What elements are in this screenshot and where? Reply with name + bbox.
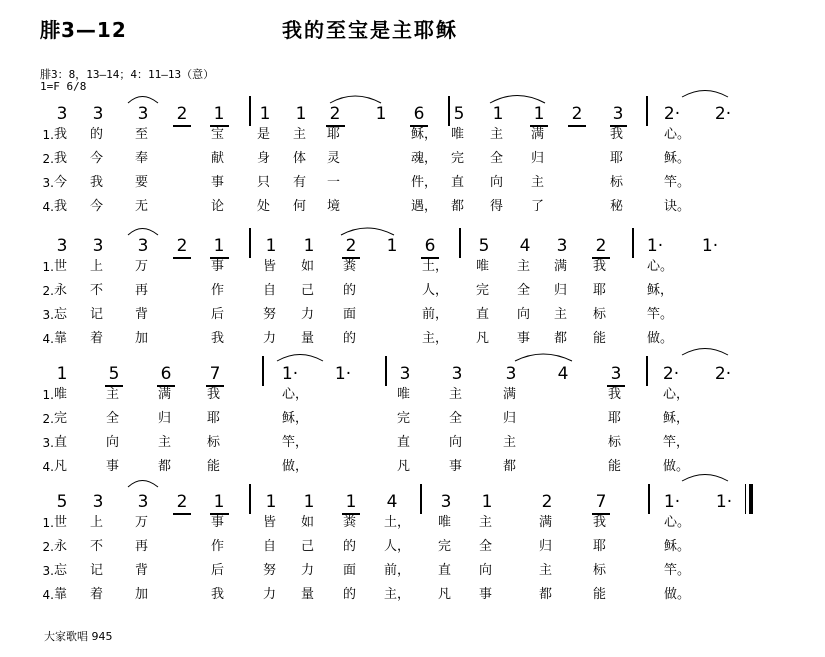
lyric-syllable: 主: [517, 259, 531, 274]
lyric-syllable: 稣。: [664, 539, 691, 554]
lyric-syllable: 都: [554, 331, 568, 346]
lyric-syllable: 加: [135, 331, 149, 346]
lyric-syllable: 直: [438, 563, 452, 578]
lyric-syllable: 向: [479, 563, 493, 578]
lyric-syllable: 做。: [663, 459, 690, 474]
lyric-syllable: 心，: [663, 387, 690, 402]
lyric-syllable: 体: [293, 151, 307, 166]
note: 1: [56, 364, 68, 384]
lyric-syllable: 做。: [664, 587, 691, 602]
verse-number: 4.: [42, 332, 54, 346]
slur: [128, 97, 158, 104]
note: 2·: [663, 104, 681, 124]
note: 1: [259, 104, 271, 124]
key-signature: 1=F 6/8: [40, 80, 87, 93]
lyric-syllable: 着: [90, 587, 104, 602]
lyric-syllable: 是: [257, 127, 271, 142]
lyric-syllable: 不: [90, 283, 104, 298]
lyric-syllable: 直: [397, 435, 411, 450]
lyric-syllable: 自: [263, 539, 277, 554]
lyric-syllable: 秘: [610, 199, 624, 214]
lyric-syllable: 全: [490, 151, 504, 166]
lyric-syllable: 自: [263, 283, 277, 298]
note: 2: [345, 236, 357, 256]
note: 1: [533, 104, 545, 124]
verse-number: 3.: [42, 564, 54, 578]
lyric-syllable: 全: [106, 411, 120, 426]
lyric-syllable: 满: [539, 515, 553, 530]
lyric-syllable: 永: [54, 539, 68, 554]
note: 3: [92, 492, 104, 512]
lyric-syllable: 的: [343, 283, 357, 298]
lyric-syllable: 力: [263, 331, 277, 346]
lyric-syllable: 竿。: [664, 175, 691, 190]
lyric-syllable: 稣，: [411, 127, 438, 142]
verse-number: 4.: [42, 588, 54, 602]
note: 2: [176, 236, 188, 256]
verse-number: 2.: [42, 412, 54, 426]
lyric-syllable: 唯: [451, 127, 465, 142]
note: 1·: [715, 492, 733, 512]
lyric-syllable: 面: [343, 307, 357, 322]
lyric-syllable: 都: [451, 199, 465, 214]
lyric-syllable: 的: [343, 539, 357, 554]
lyric-syllable: 主: [503, 435, 517, 450]
note: 7: [595, 492, 607, 512]
lyric-syllable: 稣，: [663, 411, 690, 426]
hymn-title: 我的至宝是主耶稣: [282, 18, 458, 42]
lyric-syllable: 加: [135, 587, 149, 602]
slur: [682, 475, 728, 482]
lyric-syllable: 前，: [384, 563, 411, 578]
lyric-syllable: 万: [135, 515, 149, 530]
note: 2: [176, 104, 188, 124]
lyric-syllable: 标: [207, 435, 221, 450]
lyric-syllable: 耶: [207, 411, 221, 426]
lyric-syllable: 全: [479, 539, 493, 554]
slur: [490, 96, 545, 104]
verse-number: 4.: [42, 200, 54, 214]
lyric-syllable: 力: [263, 587, 277, 602]
lyric-syllable: 万: [135, 259, 149, 274]
lyric-syllable: 背: [135, 307, 149, 322]
lyric-syllable: 世: [54, 515, 68, 530]
lyric-syllable: 能: [207, 459, 221, 474]
note: 2·: [714, 104, 732, 124]
lyric-syllable: 只: [257, 175, 271, 190]
slur: [682, 91, 728, 98]
lyric-syllable: 耶: [610, 151, 624, 166]
lyric-syllable: 事: [211, 515, 225, 530]
lyric-syllable: 凡: [397, 459, 411, 474]
note: 1: [375, 104, 387, 124]
note: 1: [345, 492, 357, 512]
note: 2: [176, 492, 188, 512]
lyric-syllable: 我: [54, 199, 68, 214]
note: 5: [108, 364, 120, 384]
lyric-syllable: 靠: [54, 331, 68, 346]
lyric-syllable: 主: [531, 175, 545, 190]
verse-number: 4.: [42, 460, 54, 474]
lyric-syllable: 献: [211, 151, 225, 166]
note: 3: [137, 104, 149, 124]
note: 3: [92, 236, 104, 256]
lyric-syllable: 竿，: [663, 435, 690, 450]
lyric-syllable: 力: [301, 307, 315, 322]
lyric-syllable: 前，: [422, 307, 449, 322]
lyric-syllable: 要: [135, 175, 149, 190]
lyric-syllable: 我: [54, 127, 68, 142]
lyric-syllable: 主: [490, 127, 504, 142]
lyric-syllable: 有: [293, 175, 307, 190]
lyric-syllable: 竿。: [647, 307, 674, 322]
note: 1: [492, 104, 504, 124]
lyric-syllable: 上: [90, 259, 104, 274]
note: 3: [399, 364, 411, 384]
note: 6: [424, 236, 436, 256]
lyric-syllable: 心。: [664, 127, 691, 142]
lyric-syllable: 量: [301, 331, 315, 346]
lyric-syllable: 今: [90, 151, 104, 166]
lyric-syllable: 能: [593, 331, 607, 346]
lyric-syllable: 的: [343, 587, 357, 602]
lyric-syllable: 标: [593, 307, 607, 322]
slur: [128, 229, 158, 236]
lyric-syllable: 向: [449, 435, 463, 450]
lyric-syllable: 稣。: [664, 151, 691, 166]
note: 3: [137, 236, 149, 256]
note: 1: [303, 236, 315, 256]
lyric-syllable: 都: [503, 459, 517, 474]
lyric-syllable: 完: [476, 283, 490, 298]
lyric-syllable: 如: [301, 515, 315, 530]
lyric-syllable: 完: [451, 151, 465, 166]
note: 3: [451, 364, 463, 384]
lyric-syllable: 一: [327, 175, 341, 190]
verse-number: 1.: [42, 388, 54, 402]
note: 1: [481, 492, 493, 512]
note: 3: [610, 364, 622, 384]
lyric-syllable: 心，: [282, 387, 309, 402]
note: 2: [541, 492, 553, 512]
lyric-syllable: 都: [158, 459, 172, 474]
lyric-syllable: 我: [610, 127, 624, 142]
note: 7: [209, 364, 221, 384]
note: 3: [556, 236, 568, 256]
lyric-syllable: 主: [106, 387, 120, 402]
lyric-syllable: 后: [211, 307, 225, 322]
lyric-syllable: 耶: [327, 127, 341, 142]
lyric-syllable: 向: [517, 307, 531, 322]
lyric-syllable: 完: [54, 411, 68, 426]
note: 1: [303, 492, 315, 512]
verse-number: 2.: [42, 540, 54, 554]
note: 1: [386, 236, 398, 256]
lyric-syllable: 记: [90, 307, 104, 322]
lyric-syllable: 粪: [343, 515, 357, 530]
lyric-syllable: 归: [539, 539, 553, 554]
lyric-syllable: 主: [479, 515, 493, 530]
note: 3: [137, 492, 149, 512]
lyric-syllable: 了: [531, 199, 545, 214]
slur: [515, 354, 572, 361]
lyric-syllable: 今: [54, 175, 68, 190]
lyric-syllable: 诀。: [664, 199, 691, 214]
lyric-syllable: 我: [207, 387, 221, 402]
note: 6: [160, 364, 172, 384]
lyric-syllable: 面: [343, 563, 357, 578]
lyric-syllable: 直: [476, 307, 490, 322]
note: 1: [213, 492, 225, 512]
lyric-syllable: 唯: [397, 387, 411, 402]
lyric-syllable: 我: [608, 387, 622, 402]
verse-number: 1.: [42, 516, 54, 530]
note: 5: [56, 492, 68, 512]
lyric-syllable: 境: [327, 199, 341, 214]
lyric-syllable: 粪: [343, 259, 357, 274]
slur: [341, 228, 394, 235]
lyric-syllable: 我: [90, 175, 104, 190]
lyric-syllable: 心。: [664, 515, 691, 530]
lyric-syllable: 事: [211, 175, 225, 190]
lyric-syllable: 靠: [54, 587, 68, 602]
lyric-syllable: 努: [263, 307, 277, 322]
lyric-syllable: 事: [517, 331, 531, 346]
lyric-syllable: 努: [263, 563, 277, 578]
lyric-syllable: 如: [301, 259, 315, 274]
verse-number: 2.: [42, 152, 54, 166]
lyric-syllable: 我: [593, 259, 607, 274]
note: 3: [56, 236, 68, 256]
lyric-syllable: 向: [106, 435, 120, 450]
lyric-syllable: 唯: [476, 259, 490, 274]
lyric-syllable: 完: [397, 411, 411, 426]
lyric-syllable: 标: [610, 175, 624, 190]
lyric-syllable: 论: [211, 199, 225, 214]
note: 2: [329, 104, 341, 124]
lyric-syllable: 灵: [327, 151, 341, 166]
note: 1: [295, 104, 307, 124]
lyric-syllable: 归: [554, 283, 568, 298]
lyric-syllable: 主: [539, 563, 553, 578]
lyric-syllable: 直: [54, 435, 68, 450]
note: 2: [571, 104, 583, 124]
note: 1: [265, 492, 277, 512]
lyric-syllable: 归: [503, 411, 517, 426]
lyric-syllable: 我: [593, 515, 607, 530]
lyric-syllable: 己: [301, 283, 315, 298]
lyric-syllable: 今: [90, 199, 104, 214]
lyric-syllable: 做，: [282, 459, 309, 474]
note: 5: [453, 104, 465, 124]
lyric-syllable: 凡: [54, 459, 68, 474]
lyric-syllable: 耶: [593, 539, 607, 554]
lyric-syllable: 竿，: [282, 435, 309, 450]
lyric-syllable: 再: [135, 283, 149, 298]
lyric-syllable: 唯: [54, 387, 68, 402]
note: 1: [213, 104, 225, 124]
note: 1·: [663, 492, 681, 512]
lyric-syllable: 我: [211, 587, 225, 602]
lyric-syllable: 土，: [422, 259, 449, 274]
note: 1: [265, 236, 277, 256]
note: 3: [505, 364, 517, 384]
lyric-syllable: 完: [438, 539, 452, 554]
verse-number: 1.: [42, 260, 54, 274]
lyric-syllable: 主: [449, 387, 463, 402]
lyric-syllable: 后: [211, 563, 225, 578]
lyric-syllable: 稣，: [647, 283, 674, 298]
note: 2·: [714, 364, 732, 384]
verse-number: 2.: [42, 284, 54, 298]
lyric-syllable: 记: [90, 563, 104, 578]
lyric-syllable: 凡: [438, 587, 452, 602]
lyric-syllable: 人，: [384, 539, 411, 554]
lyric-syllable: 竿。: [664, 563, 691, 578]
note: 3: [56, 104, 68, 124]
hymn-number: 腓3—12: [40, 18, 127, 42]
lyric-syllable: 忘: [54, 307, 68, 322]
note: 1·: [701, 236, 719, 256]
verse-number: 3.: [42, 176, 54, 190]
lyric-syllable: 魂，: [411, 151, 438, 166]
lyric-syllable: 凡: [476, 331, 490, 346]
lyric-syllable: 主，: [422, 331, 449, 346]
lyric-syllable: 全: [449, 411, 463, 426]
note: 4: [557, 364, 569, 384]
note: 3: [612, 104, 624, 124]
note: 1: [213, 236, 225, 256]
lyric-syllable: 标: [608, 435, 622, 450]
note: 6: [413, 104, 425, 124]
lyric-syllable: 主: [158, 435, 172, 450]
lyric-syllable: 事: [479, 587, 493, 602]
lyric-syllable: 奉: [135, 151, 149, 166]
lyric-syllable: 向: [490, 175, 504, 190]
lyric-syllable: 归: [158, 411, 172, 426]
slur: [330, 96, 381, 103]
note: 4: [519, 236, 531, 256]
lyric-syllable: 耶: [608, 411, 622, 426]
slur: [682, 349, 728, 356]
lyric-syllable: 心。: [647, 259, 674, 274]
lyric-syllable: 无: [135, 199, 149, 214]
lyric-syllable: 事: [211, 259, 225, 274]
verse-number: 3.: [42, 436, 54, 450]
lyric-syllable: 主，: [384, 587, 411, 602]
lyric-syllable: 满: [503, 387, 517, 402]
lyric-syllable: 至: [135, 127, 149, 142]
lyric-syllable: 事: [106, 459, 120, 474]
lyric-syllable: 世: [54, 259, 68, 274]
note: 1·: [281, 364, 299, 384]
lyric-syllable: 的: [343, 331, 357, 346]
note: 3: [92, 104, 104, 124]
lyric-syllable: 得: [490, 199, 504, 214]
lyric-syllable: 满: [554, 259, 568, 274]
lyric-syllable: 人，: [422, 283, 449, 298]
note: 2: [595, 236, 607, 256]
lyric-syllable: 满: [531, 127, 545, 142]
lyric-syllable: 件，: [411, 175, 438, 190]
lyric-syllable: 能: [608, 459, 622, 474]
lyric-syllable: 主: [293, 127, 307, 142]
lyric-syllable: 能: [593, 587, 607, 602]
lyric-syllable: 我: [211, 331, 225, 346]
lyric-syllable: 唯: [438, 515, 452, 530]
lyric-syllable: 稣，: [282, 411, 309, 426]
lyric-syllable: 标: [593, 563, 607, 578]
lyric-syllable: 皆: [263, 259, 277, 274]
lyric-syllable: 上: [90, 515, 104, 530]
lyric-syllable: 满: [158, 387, 172, 402]
lyric-syllable: 忘: [54, 563, 68, 578]
lyric-syllable: 何: [293, 199, 307, 214]
lyric-syllable: 遇，: [411, 199, 438, 214]
note: 3: [440, 492, 452, 512]
slur: [128, 481, 158, 488]
lyric-syllable: 身: [257, 151, 271, 166]
lyric-syllable: 作: [211, 283, 225, 298]
lyric-syllable: 处: [257, 199, 271, 214]
lyric-syllable: 背: [135, 563, 149, 578]
lyric-syllable: 全: [517, 283, 531, 298]
lyric-syllable: 事: [449, 459, 463, 474]
lyric-syllable: 都: [539, 587, 553, 602]
note: 1·: [646, 236, 664, 256]
lyric-syllable: 再: [135, 539, 149, 554]
lyric-syllable: 不: [90, 539, 104, 554]
lyric-syllable: 永: [54, 283, 68, 298]
lyric-syllable: 土，: [384, 515, 411, 530]
slur: [277, 355, 323, 362]
note: 2·: [662, 364, 680, 384]
lyric-syllable: 主: [554, 307, 568, 322]
note: 1·: [334, 364, 352, 384]
lyric-syllable: 的: [90, 127, 104, 142]
lyric-syllable: 量: [301, 587, 315, 602]
lyric-syllable: 宝: [211, 127, 225, 142]
lyric-syllable: 己: [301, 539, 315, 554]
lyric-syllable: 作: [211, 539, 225, 554]
lyric-syllable: 我: [54, 151, 68, 166]
note: 5: [478, 236, 490, 256]
lyric-syllable: 耶: [593, 283, 607, 298]
lyric-syllable: 做。: [647, 331, 674, 346]
note: 4: [386, 492, 398, 512]
verse-number: 3.: [42, 308, 54, 322]
source-footer: 大家歌唱 945: [44, 630, 113, 643]
scripture-reference: 腓3：8，13—14；4：11—13（意）: [40, 68, 215, 81]
verse-number: 1.: [42, 128, 54, 142]
lyric-syllable: 力: [301, 563, 315, 578]
lyric-syllable: 着: [90, 331, 104, 346]
lyric-syllable: 归: [531, 151, 545, 166]
lyric-syllable: 直: [451, 175, 465, 190]
lyric-syllable: 皆: [263, 515, 277, 530]
